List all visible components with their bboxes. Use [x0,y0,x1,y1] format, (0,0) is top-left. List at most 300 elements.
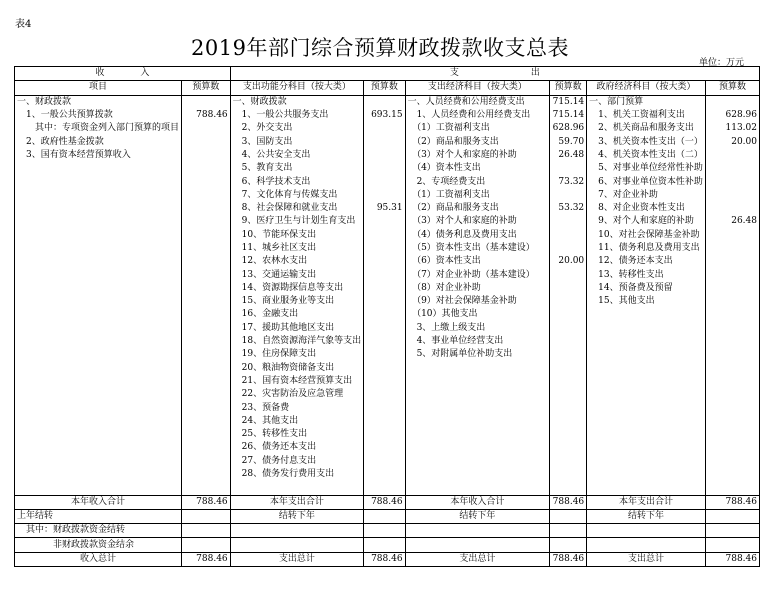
table-cell [15,335,182,348]
table-cell [364,268,405,281]
table-cell [364,242,405,255]
table-cell [705,229,759,242]
table-cell: 12、债务还本支出 [587,255,706,268]
table-cell [550,282,587,295]
table-cell: 上年结转 [15,509,182,523]
table-cell: 1、一般公共服务支出 [230,109,363,122]
table-cell: 25、转移性支出 [230,428,363,441]
table-cell [550,162,587,175]
table-cell [15,441,182,454]
table-cell: （9）对社会保障基金补助 [405,295,550,308]
table-cell [364,149,405,162]
table-cell [364,524,405,538]
table-cell [705,268,759,281]
table-cell [550,362,587,375]
table-row [15,375,760,388]
table-cell [550,348,587,361]
table-cell [587,375,706,388]
table-cell [587,388,706,401]
table-cell [182,229,231,242]
table-cell [550,308,587,321]
table-cell: 18、自然资源海洋气象等支出 [230,335,363,348]
table-row [15,95,760,109]
table-cell: 15、其他支出 [587,295,706,308]
table-cell [364,175,405,188]
table-cell: 5、对附属单位补助支出 [405,348,550,361]
table-row [15,388,760,401]
table-cell [182,415,231,428]
table-cell: 28、债务发行费用支出 [230,468,363,481]
income-header: 收 入 [15,67,231,81]
table-cell [705,308,759,321]
table-cell: 6、对事业单位资本性补助 [587,175,706,188]
table-cell [705,295,759,308]
table-cell: 3、国有资本经营预算收入 [15,149,182,162]
table-cell [364,255,405,268]
table-cell [705,481,759,495]
table-cell [587,362,706,375]
table-cell: 16、金融支出 [230,308,363,321]
table-cell [405,455,550,468]
table-cell: 693.15 [364,109,405,122]
table-row [15,255,760,268]
table-cell: 结转下年 [587,509,706,523]
budget-table [14,66,760,567]
table-cell [182,175,231,188]
table-cell [587,428,706,441]
table-cell [182,362,231,375]
table-cell: 11、城乡社区支出 [230,242,363,255]
table-cell [15,428,182,441]
table-row [15,122,760,135]
table-cell [587,441,706,454]
table-cell [364,415,405,428]
table-cell [182,348,231,361]
table-cell: 2、外交支出 [230,122,363,135]
table-cell [364,428,405,441]
table-cell: 13、转移性支出 [587,268,706,281]
table-cell [182,509,231,523]
footer-row [15,495,760,509]
table-cell [550,524,587,538]
table-cell [15,175,182,188]
table-cell [364,189,405,202]
table-cell [364,162,405,175]
table-row [15,162,760,175]
table-cell: 支出总计 [405,552,550,566]
table-row [15,428,760,441]
table-cell [405,481,550,495]
table-cell: 628.96 [550,122,587,135]
table-cell: 788.46 [705,495,759,509]
table-cell [15,242,182,255]
table-row [15,215,760,228]
table-cell: 59.70 [550,135,587,148]
table-cell: （5）资本性支出（基本建设） [405,242,550,255]
table-cell [550,268,587,281]
table-cell [364,322,405,335]
table-row [15,308,760,321]
table-cell [587,335,706,348]
table-cell [182,322,231,335]
table-cell: （2）商品和服务支出 [405,135,550,148]
table-cell [182,282,231,295]
table-cell: 15、商业服务业等支出 [230,295,363,308]
table-cell [705,95,759,109]
table-cell: 本年支出合计 [230,495,363,509]
table-cell: 6、科学技术支出 [230,175,363,188]
table-cell: 本年收入合计 [15,495,182,509]
table-cell: 4、公共安全支出 [230,149,363,162]
table-cell [550,481,587,495]
table-cell [550,215,587,228]
table-cell [364,362,405,375]
table-cell: 3、上缴上级支出 [405,322,550,335]
table-cell: 收入总计 [15,552,182,566]
table-cell: 5、对事业单位经常性补助 [587,162,706,175]
table-cell [550,189,587,202]
table-cell [15,215,182,228]
table-cell [550,468,587,481]
table-cell [405,468,550,481]
table-row [15,268,760,281]
table-cell: 20.00 [705,135,759,148]
table-cell [405,524,550,538]
table-cell [587,401,706,414]
table-cell [15,401,182,414]
table-cell: 26.48 [705,215,759,228]
table-cell [587,481,706,495]
table-cell [550,401,587,414]
table-cell [182,428,231,441]
table-cell: （1）工资福利支出 [405,189,550,202]
table-cell [15,268,182,281]
table-cell [405,441,550,454]
table-cell: 21、国有资本经营预算支出 [230,375,363,388]
table-cell: 95.31 [364,202,405,215]
table-cell: 本年收入合计 [405,495,550,509]
table-cell: （3）对个人和家庭的补助 [405,149,550,162]
table-row [15,401,760,414]
unit-label: 单位：万元 [698,58,744,68]
table-cell [182,189,231,202]
table-row [15,202,760,215]
table-cell [587,322,706,335]
table-cell: 22、灾害防治及应急管理 [230,388,363,401]
table-cell: 788.46 [182,109,231,122]
table-cell [182,149,231,162]
table-cell: 20.00 [550,255,587,268]
table-cell: 7、文化体育与传媒支出 [230,189,363,202]
table-cell: 788.46 [182,552,231,566]
table-cell: （4）资本性支出 [405,162,550,175]
table-cell [587,524,706,538]
table-cell: 26、债务还本支出 [230,441,363,454]
table-cell: 788.46 [550,552,587,566]
table-cell [550,441,587,454]
table-cell: 73.32 [550,175,587,188]
col-header: 支出经济科目（按大类） [405,81,550,95]
footer-row [15,524,760,538]
table-cell [364,215,405,228]
table-cell [705,189,759,202]
table-cell [364,135,405,148]
table-cell [550,375,587,388]
table-cell: 14、资源勘探信息等支出 [230,282,363,295]
table-cell: （6）资本性支出 [405,255,550,268]
table-cell [705,401,759,414]
table-cell [230,524,363,538]
table-cell [182,242,231,255]
table-cell [705,388,759,401]
table-cell: 1、一般公共预算拨款 [15,109,182,122]
footer-row [15,538,760,552]
table-cell [15,202,182,215]
column-header-row [15,81,760,95]
table-cell [705,415,759,428]
table-cell [587,468,706,481]
table-cell [550,428,587,441]
table-cell: （3）对个人和家庭的补助 [405,215,550,228]
table-cell [364,455,405,468]
sheet-label: 表4 [15,19,32,30]
table-cell: 8、社会保障和就业支出 [230,202,363,215]
table-cell [705,509,759,523]
table-cell [550,388,587,401]
table-cell [705,255,759,268]
table-cell [182,335,231,348]
table-cell [364,468,405,481]
table-cell [182,375,231,388]
table-cell [405,362,550,375]
table-cell [364,335,405,348]
table-cell [550,322,587,335]
table-cell [587,308,706,321]
table-cell [405,428,550,441]
table-cell [182,481,231,495]
table-cell [705,538,759,552]
table-cell [15,375,182,388]
table-cell: 2、专项经费支出 [405,175,550,188]
table-cell [15,308,182,321]
table-row [15,242,760,255]
table-cell [405,375,550,388]
table-row [15,455,760,468]
footer-row [15,552,760,566]
table-cell: 788.46 [364,552,405,566]
table-row [15,229,760,242]
table-cell [182,162,231,175]
table-cell: 4、事业单位经营支出 [405,335,550,348]
table-cell: 一、财政拨款 [15,95,182,109]
table-cell: 9、医疗卫生与计划生育支出 [230,215,363,228]
table-cell [705,335,759,348]
table-cell: 7、对企业补助 [587,189,706,202]
table-cell [705,428,759,441]
table-cell [550,242,587,255]
col-header: 预算数 [705,81,759,95]
table-row [15,175,760,188]
table-cell [364,122,405,135]
table-cell [230,538,363,552]
table-cell [182,122,231,135]
table-cell [550,335,587,348]
table-cell [364,295,405,308]
table-cell: 13、交通运输支出 [230,268,363,281]
table-cell: 10、对社会保障基金补助 [587,229,706,242]
table-cell: 27、债务付息支出 [230,455,363,468]
table-cell [364,481,405,495]
table-cell [405,415,550,428]
table-cell: 1、机关工资福利支出 [587,109,706,122]
table-cell: 2、政府性基金拨款 [15,135,182,148]
table-cell [705,242,759,255]
table-row [15,415,760,428]
table-cell [364,509,405,523]
col-header: 预算数 [550,81,587,95]
table-cell: 10、节能环保支出 [230,229,363,242]
table-cell: 其中：财政拨款资金结转 [15,524,182,538]
table-cell: （10）其他支出 [405,308,550,321]
table-cell: 结转下年 [230,509,363,523]
table-row [15,149,760,162]
table-cell: （1）工资福利支出 [405,122,550,135]
col-header: 预算数 [182,81,231,95]
table-cell [15,189,182,202]
table-cell [15,348,182,361]
table-cell [705,468,759,481]
col-header: 项目 [15,81,182,95]
table-cell [182,215,231,228]
table-cell [550,229,587,242]
table-cell [587,455,706,468]
table-cell [364,95,405,109]
col-header: 支出功能分科目（按大类） [230,81,363,95]
table-cell: 3、机关资本性支出（一） [587,135,706,148]
table-cell [705,455,759,468]
table-cell: 1、人员经费和公用经费支出 [405,109,550,122]
table-cell [364,282,405,295]
table-cell: （4）债务利息及费用支出 [405,229,550,242]
table-cell: 17、援助其他地区支出 [230,322,363,335]
table-cell [182,455,231,468]
table-cell [182,268,231,281]
table-cell [705,175,759,188]
table-cell [550,455,587,468]
table-cell [15,415,182,428]
table-cell: （8）对企业补助 [405,282,550,295]
table-cell [15,229,182,242]
table-cell [405,538,550,552]
table-cell: 一、人员经费和公用经费支出 [405,95,550,109]
table-cell [405,401,550,414]
table-cell [15,362,182,375]
table-cell: 715.14 [550,109,587,122]
col-header: 预算数 [364,81,405,95]
section-header-row [15,67,760,81]
table-row [15,295,760,308]
table-cell [364,375,405,388]
table-cell [364,348,405,361]
table-cell [705,149,759,162]
table-cell [587,348,706,361]
table-cell [705,348,759,361]
page-title: 2019年部门综合预算财政拨款收支总表 [191,36,569,60]
table-cell [182,95,231,109]
table-cell: 一、财政拨款 [230,95,363,109]
table-cell: 24、其他支出 [230,415,363,428]
table-cell [15,388,182,401]
table-cell [182,524,231,538]
table-cell [364,441,405,454]
table-cell [15,162,182,175]
table-cell [182,308,231,321]
table-cell [15,295,182,308]
table-cell [15,481,182,495]
table-row [15,282,760,295]
table-cell: 20、粮油物资储备支出 [230,362,363,375]
table-cell [182,401,231,414]
table-cell [705,441,759,454]
table-cell: 19、住房保障支出 [230,348,363,361]
col-header: 政府经济科目（按大类） [587,81,706,95]
table-cell: 12、农林水支出 [230,255,363,268]
table-cell [364,229,405,242]
table-cell [705,202,759,215]
table-cell [230,481,363,495]
table-cell [705,375,759,388]
table-cell [15,468,182,481]
table-cell [364,538,405,552]
table-row [15,322,760,335]
table-cell: 结转下年 [405,509,550,523]
table-cell: 788.46 [705,552,759,566]
table-cell [705,362,759,375]
table-cell: 113.02 [705,122,759,135]
table-cell: 11、债务利息及费用支出 [587,242,706,255]
table-cell [550,538,587,552]
table-cell: 788.46 [364,495,405,509]
table-cell [550,509,587,523]
table-cell: 628.96 [705,109,759,122]
table-cell: 715.14 [550,95,587,109]
table-cell: 8、对企业资本性支出 [587,202,706,215]
table-cell: 53.32 [550,202,587,215]
table-row [15,441,760,454]
table-row [15,468,760,481]
table-cell [705,524,759,538]
table-cell: 支出总计 [587,552,706,566]
table-row [15,135,760,148]
table-cell [364,401,405,414]
table-cell: 9、对个人和家庭的补助 [587,215,706,228]
table-cell [364,388,405,401]
table-cell [182,441,231,454]
table-cell [705,162,759,175]
table-cell: 5、教育支出 [230,162,363,175]
table-cell: 支出总计 [230,552,363,566]
table-cell: 23、预备费 [230,401,363,414]
expense-header: 支 出 [230,67,759,81]
table-cell: 本年支出合计 [587,495,706,509]
table-cell: 非财政拨款资金结余 [15,538,182,552]
table-row [15,189,760,202]
table-cell: 2、机关商品和服务支出 [587,122,706,135]
table-cell: 一、部门预算 [587,95,706,109]
table-cell [182,135,231,148]
table-cell [364,308,405,321]
table-cell [182,388,231,401]
